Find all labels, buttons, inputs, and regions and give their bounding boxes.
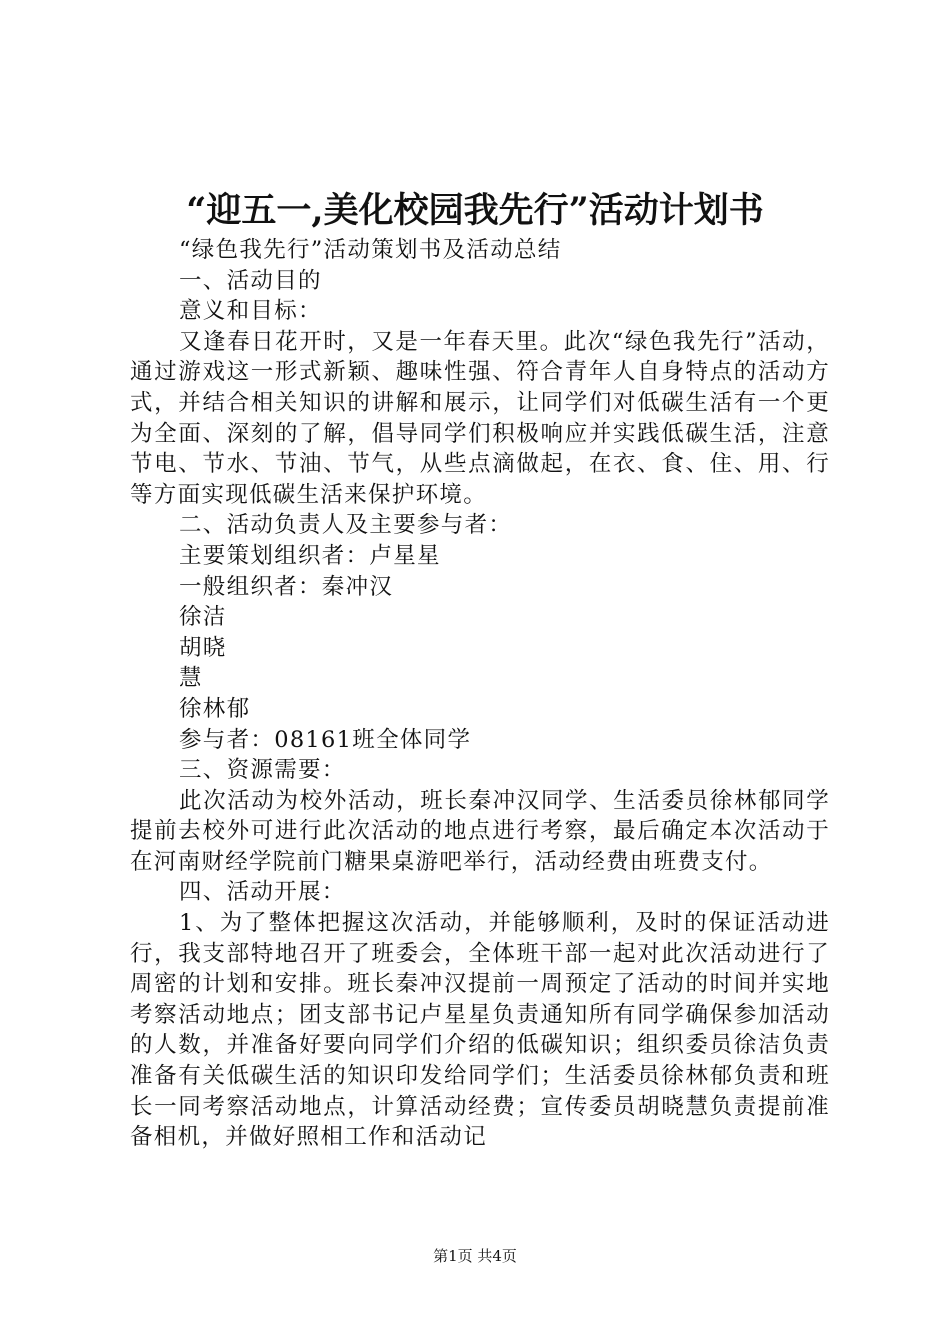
member-line: 慧	[179, 665, 203, 692]
main-organizer-line: 主要策划组织者：卢星星	[179, 542, 441, 569]
member-line: 徐林郁	[179, 695, 251, 722]
document-body	[130, 235, 830, 1153]
document-subtitle: “绿色我先行”活动策划书及活动总结	[179, 237, 562, 263]
participants-line: 参与者：08161班全体同学	[179, 726, 472, 753]
page-footer: 第1页 共4页	[433, 1247, 517, 1265]
section-3-heading: 三、资源需要：	[179, 757, 346, 784]
section-4-paragraph: 1、为了整体把握这次活动，并能够顺利，及时的保证活动进行，我支部特地召开了班委会，全体班干部一起对此次活动进行了周密的计划和安排。班长秦冲汉提前一周预定了活动的时间并实地考察活动地点；团支部书记卢星星负责通知所有同学确保参加活动的人数，并准备好要向同学们介绍的低碳知识；组织委员徐洁负责准备有关低碳生活的知识印发给同学们；生活委员徐林郁负责和班长一同考察活动地点，计算活动经费；宣传委员胡晓慧负责提前准备相机，并做好照相工作和活动记	[130, 910, 830, 1151]
section-1-heading: 一、活动目的	[179, 267, 322, 294]
section-1-paragraph: 又逢春日花开时，又是一年春天里。此次“绿色我先行”活动，通过游戏这一形式新颖、趣味性强、符合青年人自身特点的活动方式，并结合相关知识的讲解和展示，让同学们对低碳生活有一个更为全面、深刻的了解，倡导同学们积极响应并实践低碳生活，注意节电、节水、节油、节气，从些点滴做起，在衣、食、住、用、行等方面实现低碳生活来保护环境。	[130, 328, 830, 508]
section-2-heading: 二、活动负责人及主要参与者：	[179, 512, 513, 539]
member-line: 胡晓	[179, 634, 227, 661]
section-3-paragraph: 此次活动为校外活动，班长秦冲汉同学、生活委员徐林郁同学提前去校外可进行此次活动的地点进行考察，最后确定本次活动于在河南财经学院前门糖果桌游吧举行，活动经费由班费支付。	[130, 787, 830, 875]
section-4-heading: 四、活动开展：	[179, 879, 346, 906]
document-title: “迎五一,美化校园我先行”活动计划书	[186, 190, 764, 231]
section-1-subheading: 意义和目标：	[179, 298, 322, 325]
member-line: 徐洁	[179, 604, 227, 631]
general-organizer-line: 一般组织者：秦冲汉	[179, 573, 394, 600]
